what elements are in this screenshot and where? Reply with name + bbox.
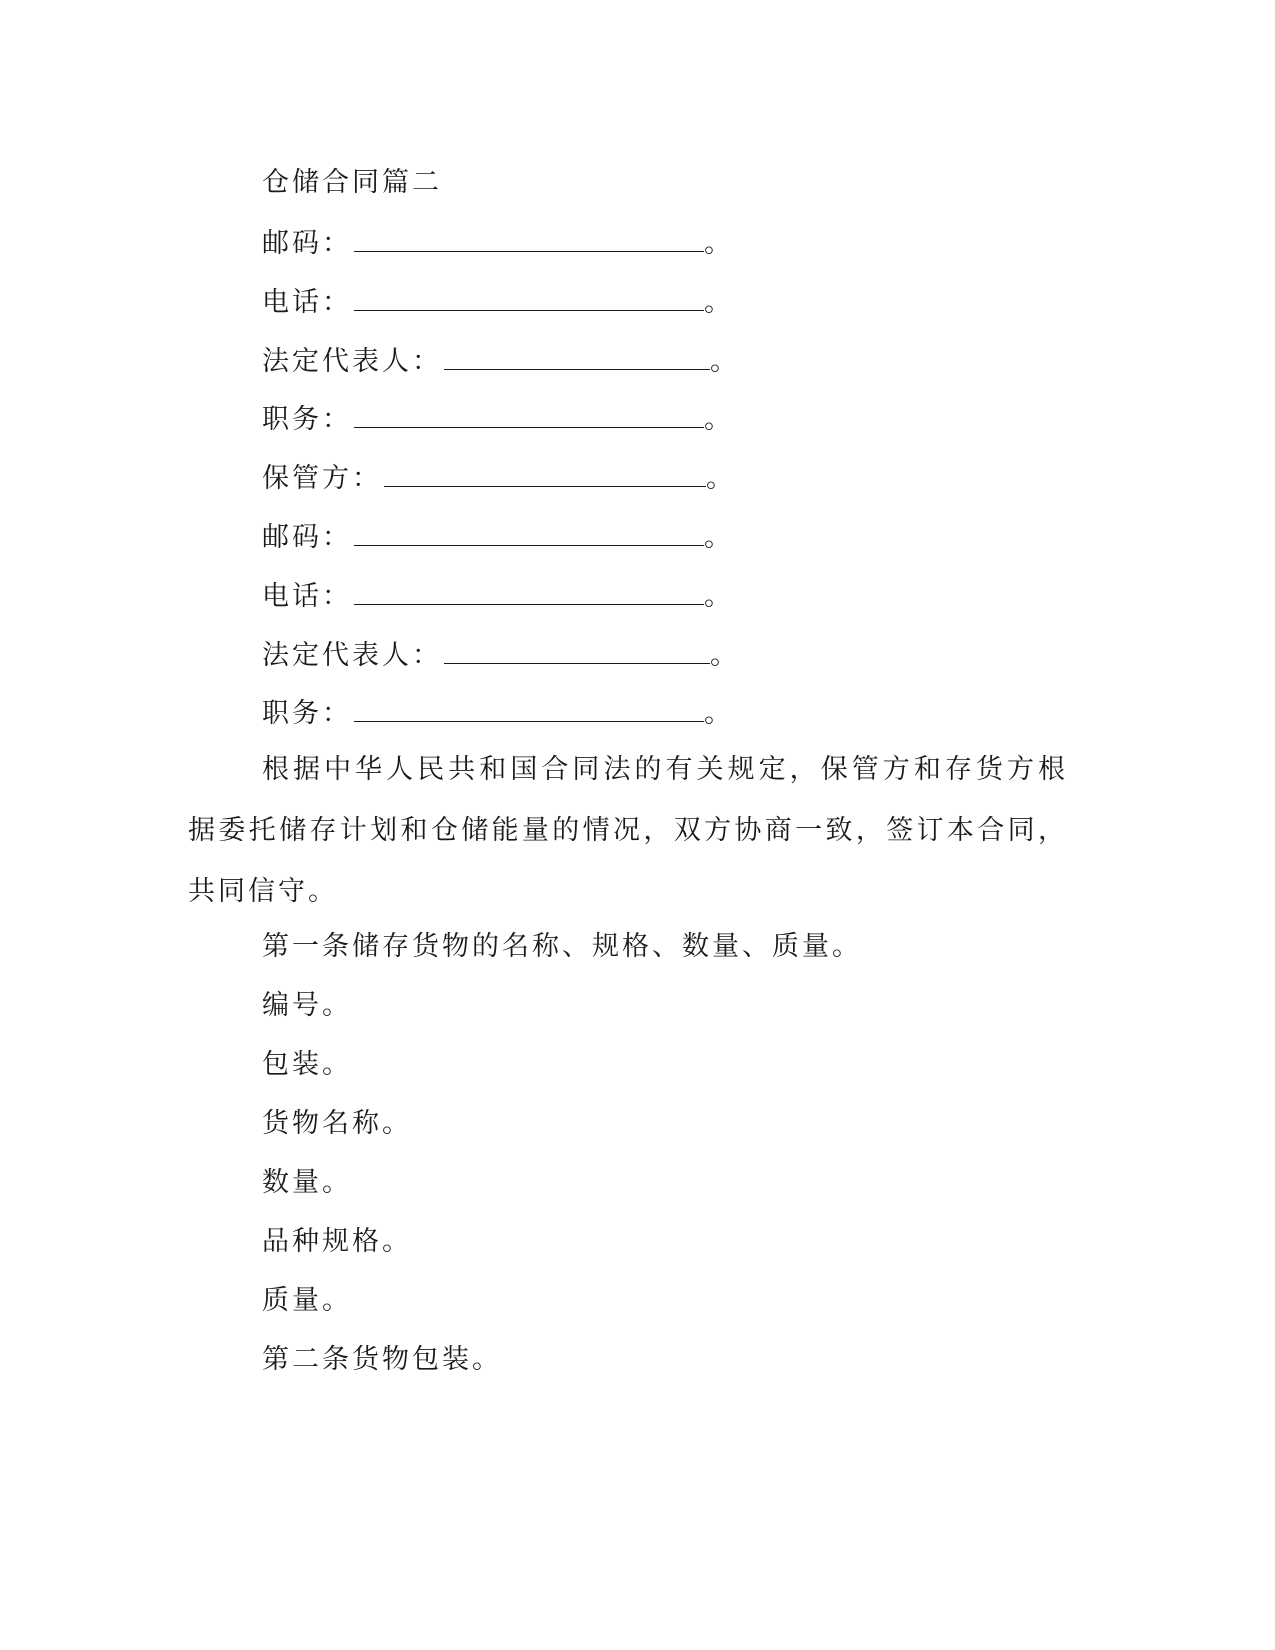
article-2-heading: 第二条货物包装。 — [262, 1344, 502, 1375]
field-label: 职务： — [262, 698, 352, 729]
fill-blank[interactable] — [444, 343, 710, 370]
field-phone-2 — [262, 578, 734, 614]
field-end: 。 — [704, 581, 734, 612]
fill-blank[interactable] — [354, 578, 704, 605]
list-item: 包装。 — [262, 1049, 352, 1080]
field-end: 。 — [704, 404, 734, 435]
fill-blank[interactable] — [444, 637, 710, 664]
fill-blank[interactable] — [354, 519, 704, 546]
list-item: 品种规格。 — [262, 1226, 412, 1257]
field-phone-1 — [262, 284, 734, 320]
field-end: 。 — [710, 640, 740, 671]
field-legal-rep-2 — [262, 637, 740, 673]
list-item: 编号。 — [262, 990, 352, 1021]
fill-blank[interactable] — [354, 401, 704, 428]
field-end: 。 — [704, 698, 734, 729]
field-label: 职务： — [262, 404, 352, 435]
field-label: 电话： — [262, 581, 352, 612]
field-legal-rep-1 — [262, 343, 740, 379]
article-1-heading: 第一条储存货物的名称、规格、数量、质量。 — [262, 931, 862, 962]
field-end: 。 — [704, 287, 734, 318]
field-position-1 — [262, 401, 734, 437]
fill-blank[interactable] — [354, 225, 704, 252]
field-end: 。 — [706, 463, 736, 494]
field-label: 法定代表人： — [262, 640, 442, 671]
field-postcode-2 — [262, 519, 734, 555]
field-end: 。 — [710, 346, 740, 377]
field-end: 。 — [704, 228, 734, 259]
fill-blank[interactable] — [354, 695, 704, 722]
fill-blank[interactable] — [384, 460, 706, 487]
fill-blank[interactable] — [354, 284, 704, 311]
field-end: 。 — [704, 522, 734, 553]
list-item: 数量。 — [262, 1167, 352, 1198]
field-label: 保管方： — [262, 463, 382, 494]
field-position-2 — [262, 695, 734, 731]
intro-paragraph: 根据中华人民共和国合同法的有关规定，保管方和存货方根据委托储存计划和仓储能量的情况，双方协商一致，签订本合同，共同信守。 — [188, 754, 1068, 907]
list-item: 质量。 — [262, 1285, 352, 1316]
field-label: 法定代表人： — [262, 346, 442, 377]
field-custodian — [262, 460, 736, 496]
field-label: 邮码： — [262, 522, 352, 553]
document-title: 仓储合同篇二 — [262, 167, 442, 198]
field-postcode-1 — [262, 225, 734, 261]
field-label: 电话： — [262, 287, 352, 318]
field-label: 邮码： — [262, 228, 352, 259]
list-item: 货物名称。 — [262, 1108, 412, 1139]
